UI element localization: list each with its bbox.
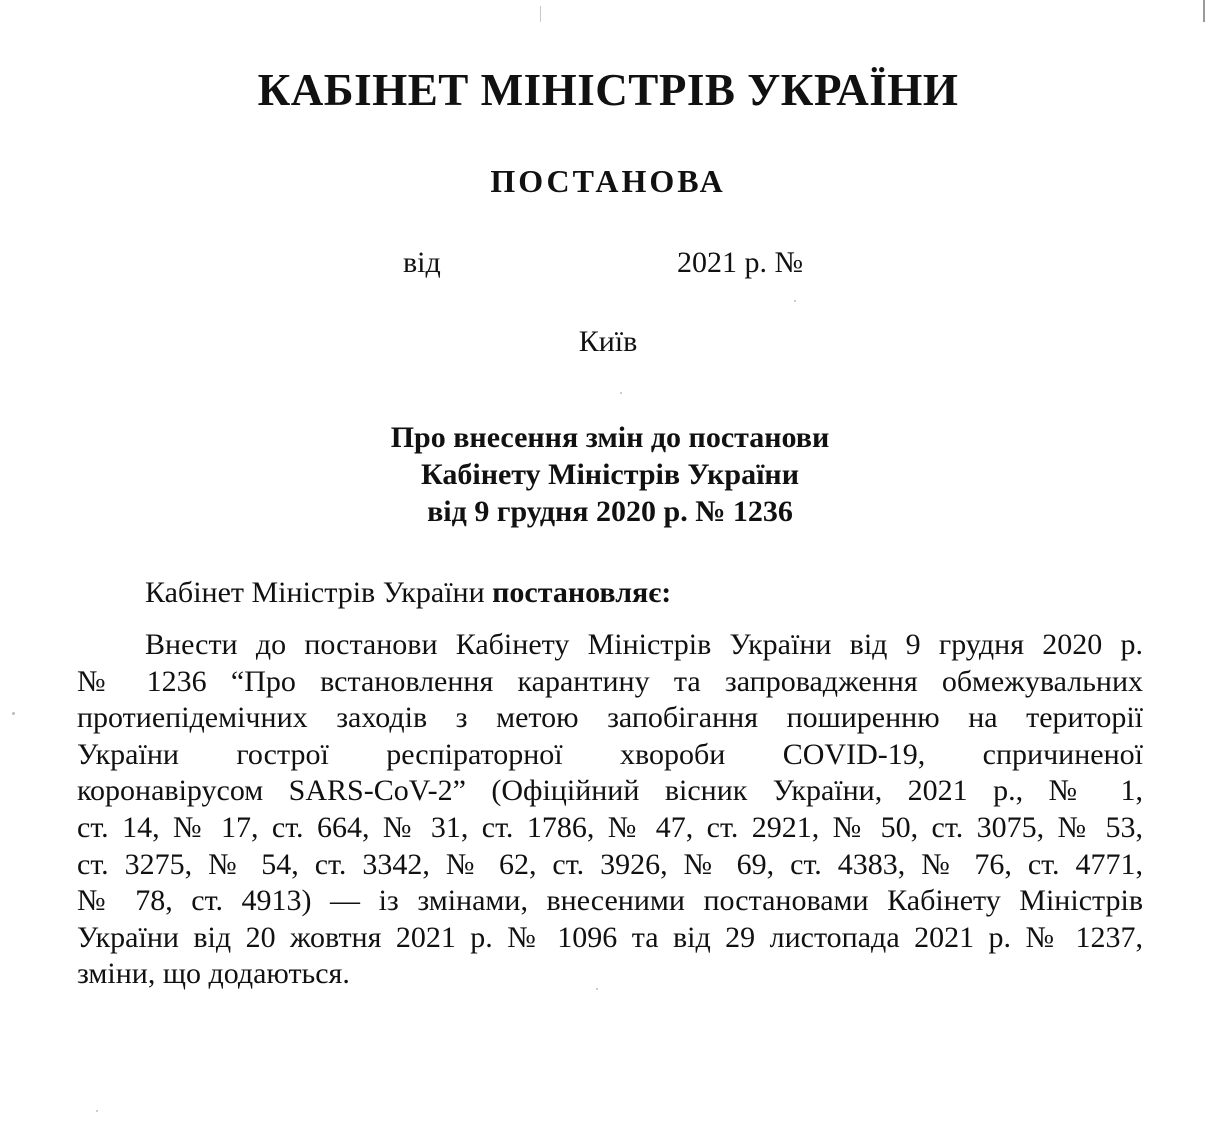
body-line: України від 20 жовтня 2021 р. № 1096 та від 29 листопада 2021 р. № 1237, bbox=[77, 920, 1143, 954]
dateline-from: від bbox=[403, 246, 441, 279]
resolution-line bbox=[145, 574, 671, 612]
body-line: коронавірусом SARS-CoV-2” (Офіційний вісник України, 2021 р., № 1, bbox=[77, 774, 1143, 808]
scan-speckle bbox=[96, 1110, 98, 1112]
body-paragraph bbox=[77, 627, 1143, 993]
scan-speckle bbox=[12, 712, 15, 715]
scan-edge-mark bbox=[540, 6, 541, 22]
resolution-verb: постановляє: bbox=[492, 576, 672, 609]
dateline-year-number: 2021 р. № bbox=[677, 246, 804, 279]
body-line: ст. 3275, № 54, ст. 3342, № 62, ст. 3926, № 69, ст. 4383, № 76, ст. 4771, bbox=[77, 847, 1143, 881]
scan-speckle bbox=[794, 300, 796, 302]
scan-speckle bbox=[620, 392, 622, 394]
body-line: № 78, ст. 4913) — із змінами, внесеними постановами Кабінету Міністрів bbox=[77, 884, 1143, 918]
resolution-intro: Кабінет Міністрів України bbox=[145, 576, 485, 609]
body-line: ст. 14, № 17, ст. 664, № 31, ст. 1786, № 47, ст. 2921, № 50, ст. 3075, № 53, bbox=[77, 810, 1143, 844]
subject-line: Кабінету Міністрів України bbox=[421, 458, 799, 491]
document-type-heading: ПОСТАНОВА bbox=[490, 163, 726, 199]
organization-title: КАБІНЕТ МІНІСТРІВ УКРАЇНИ bbox=[257, 64, 959, 115]
body-line: України гострої респіраторної хвороби COVID-19, спричиненої bbox=[77, 737, 1143, 771]
body-line: № 1236 “Про встановлення карантину та запровадження обмежувальних bbox=[77, 664, 1143, 698]
city-name: Київ bbox=[578, 325, 638, 358]
subject-line: від 9 грудня 2020 р. № 1236 bbox=[427, 495, 793, 528]
scan-edge-mark bbox=[1203, 0, 1205, 22]
body-line: Внести до постанови Кабінету Міністрів України від 9 грудня 2020 р. bbox=[145, 628, 1143, 661]
body-line: протиепідемічних заходів з метою запобігання поширенню на території bbox=[77, 701, 1143, 735]
scan-speckle bbox=[596, 988, 598, 990]
body-line: зміни, що додаються. bbox=[77, 957, 350, 991]
subject-heading bbox=[300, 419, 920, 530]
subject-line: Про внесення змін до постанови bbox=[390, 421, 830, 454]
